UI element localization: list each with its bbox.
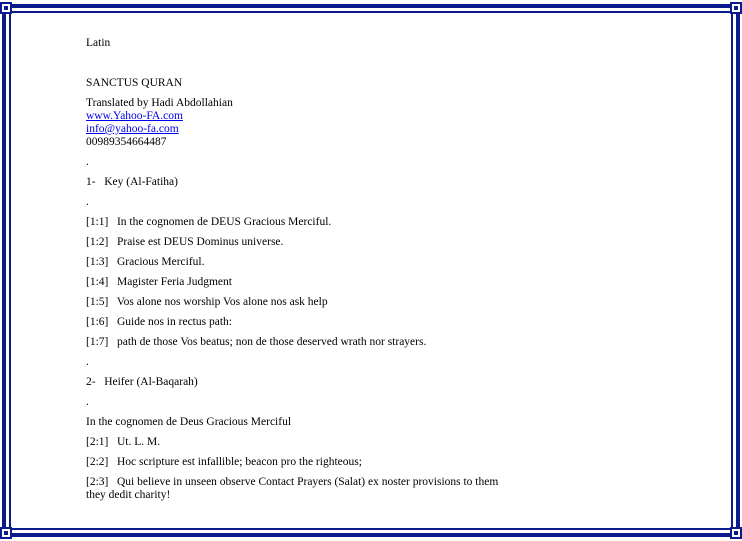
corner-ornament-bottom-left bbox=[0, 527, 12, 539]
verse-line: [2:1] Ut. L. M. bbox=[86, 436, 161, 448]
verse-line: [1:2] Praise est DEUS Dominus universe. bbox=[86, 236, 284, 248]
verse-line: [2:3] Qui believe in unseen observe Contact Prayers (Salat) ex noster provisions to them bbox=[86, 476, 499, 488]
document-title: SANCTUS QURAN bbox=[86, 77, 183, 89]
corner-ornament-top-left bbox=[0, 2, 12, 14]
chapter-heading-2: 2- Heifer (Al-Baqarah) bbox=[86, 376, 198, 388]
basmala-line: In the cognomen de Deus Gracious Merciful bbox=[86, 416, 292, 428]
chapter-heading-1: 1- Key (Al-Fatiha) bbox=[86, 176, 178, 188]
verse-line: [1:7] path de those Vos beatus; non de those deserved wrath nor strayers. bbox=[86, 336, 427, 348]
website-link[interactable]: www.Yahoo-FA.com bbox=[86, 110, 183, 122]
separator-dot: . bbox=[86, 396, 89, 408]
translator-credit: Translated by Hadi Abdollahian bbox=[86, 97, 233, 109]
verse-line-continuation: they dedit charity! bbox=[86, 489, 171, 501]
corner-ornament-top-right bbox=[730, 2, 742, 14]
email-link[interactable]: info@yahoo-fa.com bbox=[86, 123, 179, 135]
verse-line: [2:2] Hoc scripture est infallible; beacon pro the righteous; bbox=[86, 456, 362, 468]
verse-line: [1:1] In the cognomen de DEUS Gracious Merciful. bbox=[86, 216, 332, 228]
corner-ornament-bottom-right bbox=[730, 527, 742, 539]
separator-dot: . bbox=[86, 156, 89, 168]
document-body bbox=[86, 30, 686, 502]
verse-line: [1:5] Vos alone nos worship Vos alone nos ask help bbox=[86, 296, 328, 308]
website-link-line bbox=[86, 110, 686, 123]
separator-dot: . bbox=[86, 356, 89, 368]
language-label: Latin bbox=[86, 37, 111, 49]
phone-number: 00989354664487 bbox=[86, 136, 167, 148]
email-link-line bbox=[86, 123, 686, 136]
verse-line: [1:4] Magister Feria Judgment bbox=[86, 276, 232, 288]
separator-dot: . bbox=[86, 196, 89, 208]
verse-line: [1:6] Guide nos in rectus path: bbox=[86, 316, 232, 328]
verse-line: [1:3] Gracious Merciful. bbox=[86, 256, 205, 268]
